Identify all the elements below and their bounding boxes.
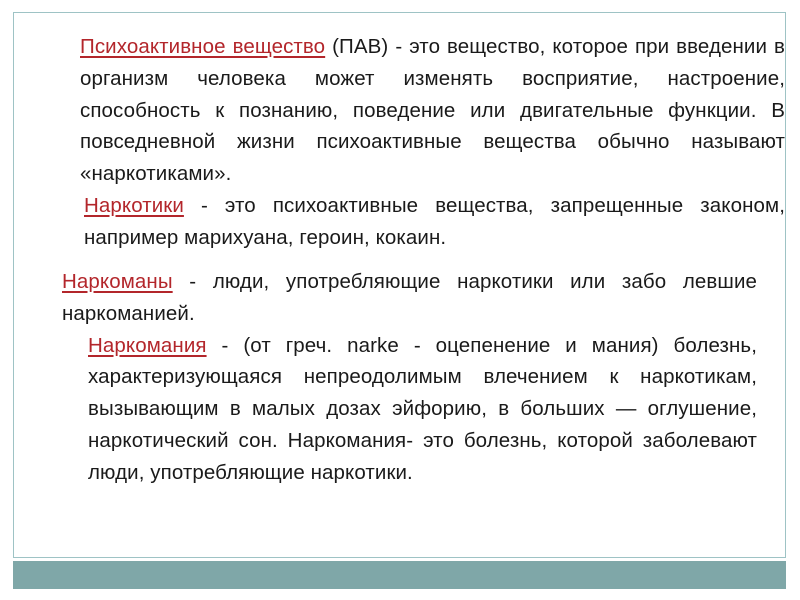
paragraph-narkomany <box>28 266 757 330</box>
paragraph-narkotiki <box>34 190 785 254</box>
definitions-block-bottom <box>28 266 757 489</box>
definition-narkotiki: - это психоактивные вещества, запрещенные законом, например марихуана, героин, кокаин. <box>84 193 785 249</box>
bottom-bar <box>13 561 786 589</box>
definition-pav: (ПАВ) - это вещество, которое при введении в организм человека может изменять восприятие, настроение, способность к познанию, поведение или двигательные функции. В повседневной жизни психоактивные вещества обычно называют «наркотиками». <box>80 35 785 186</box>
term-narkotiki: Наркотики <box>84 193 184 217</box>
paragraph-pav <box>34 31 785 190</box>
term-narkomaniya: Наркомания <box>88 333 207 357</box>
definition-narkomaniya: - (от греч. narke - оцепенение и мания) болезнь, характеризующаяся непреодолимым влечением к наркотикам, вызывающим в малых дозах эйфорию, в больших — оглушение, наркотический сон. Наркомания- это болезнь, которой заболевают люди, употребляющие наркотики. <box>88 333 757 484</box>
definitions-block-top <box>34 31 785 254</box>
paragraph-narkomaniya <box>28 330 757 489</box>
term-pav: Психоактивное вещество <box>80 35 326 58</box>
term-narkomany: Наркоманы <box>62 270 173 293</box>
definition-narkomany: - люди, употребляющие наркотики или забо левшие наркоманией. <box>62 270 757 325</box>
